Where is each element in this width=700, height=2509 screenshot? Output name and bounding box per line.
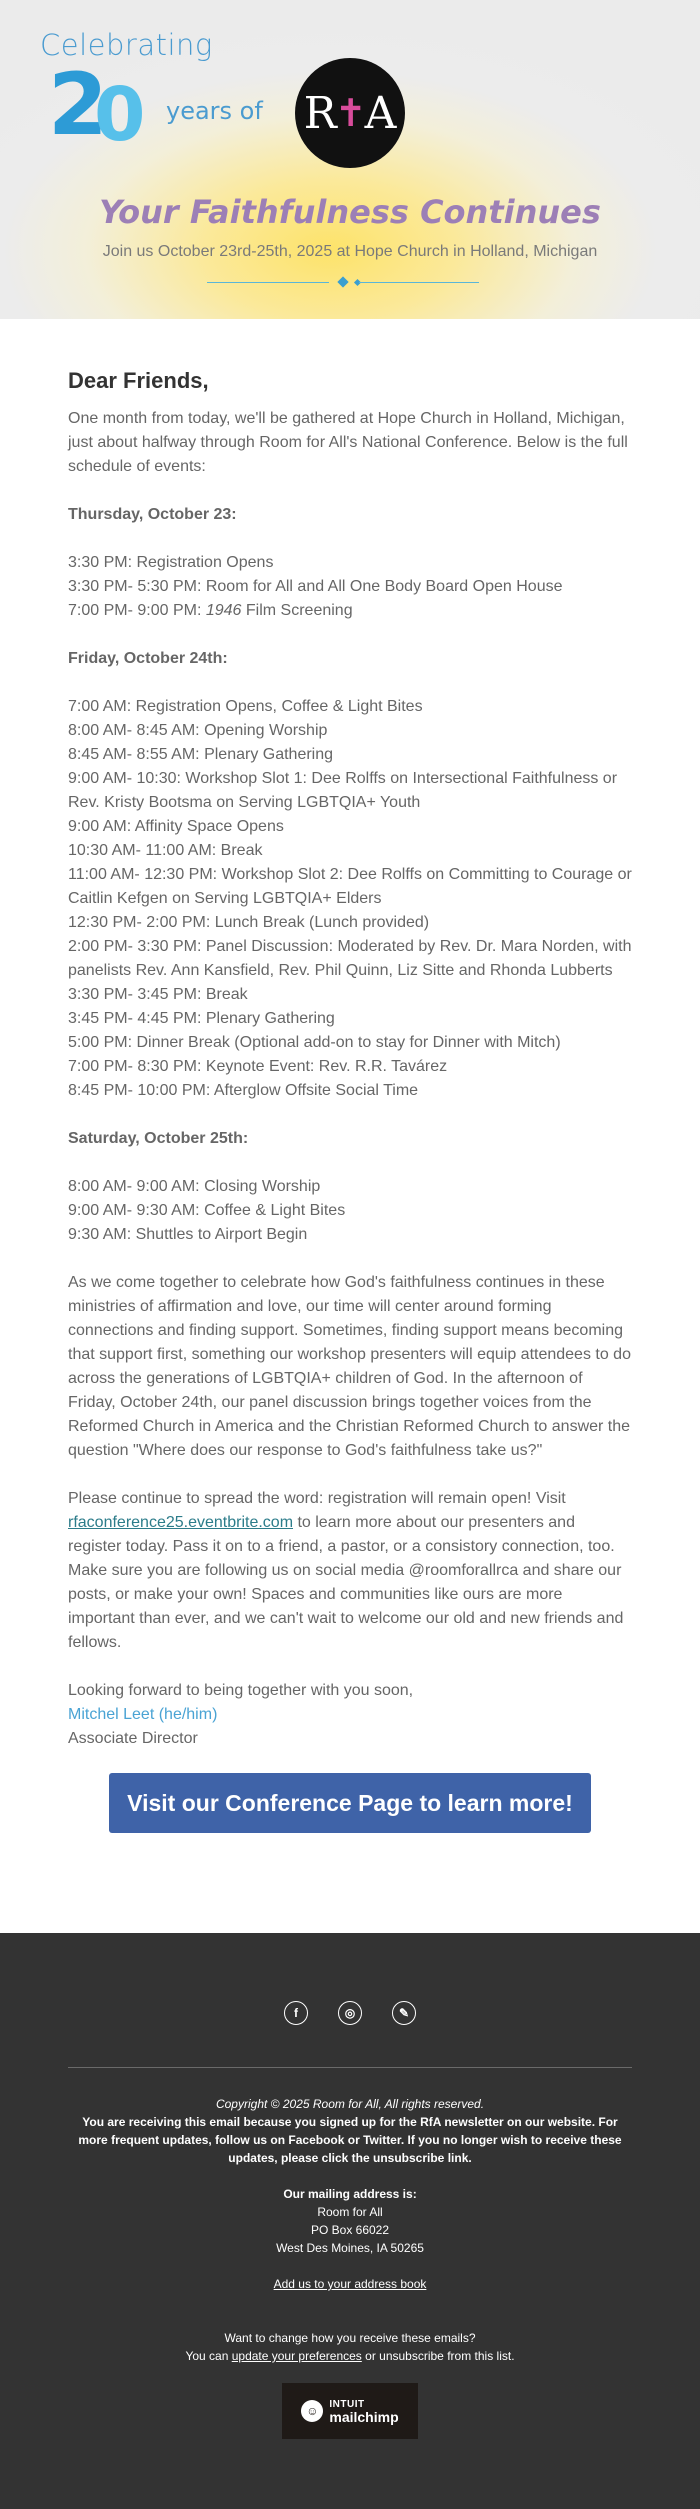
mailchimp-wordmark: mailchimp	[329, 2409, 399, 2425]
film-suffix: Film Screening	[241, 602, 353, 619]
facebook-icon[interactable]: f	[284, 2001, 308, 2025]
social-links	[0, 2001, 700, 2025]
schedule-item: 3:30 PM- 5:30 PM: Room for All and All One Body Board Open House	[68, 578, 563, 595]
rfa-logo	[295, 58, 405, 168]
schedule-item	[68, 599, 632, 623]
schedule-item: 9:00 AM- 9:30 AM: Coffee & Light Bites	[68, 1202, 346, 1219]
footer-info	[68, 2095, 632, 2365]
logo-letter-r: R	[303, 87, 337, 139]
schedule-item: 9:00 AM: Affinity Space Opens	[68, 818, 284, 835]
schedule-item: 8:00 AM- 8:45 AM: Opening Worship	[68, 722, 328, 739]
schedule-item: 8:45 PM- 10:00 PM: Afterglow Offsite Social Time	[68, 1082, 419, 1099]
mailchimp-intuit: INTUIT	[329, 2399, 365, 2410]
schedule-item: 8:45 AM- 8:55 AM: Plenary Gathering	[68, 746, 334, 763]
schedule-item: 3:30 PM: Registration Opens	[68, 554, 274, 571]
thursday-schedule	[68, 551, 632, 623]
schedule-item: 5:00 PM: Dinner Break (Optional add-on to stay for Dinner with Mitch)	[68, 1034, 561, 1051]
logo-letter-a: A	[364, 87, 397, 139]
mailing-org: Room for All	[317, 2205, 383, 2219]
cta-section	[68, 1751, 632, 1933]
schedule-item: 2:00 PM- 3:30 PM: Panel Discussion: Moderated by Rev. Dr. Mara Norden, with panelists Rev. Ann Kansfield, Rev. Phil Quinn, Liz Sitte and Rhonda Lubberts	[68, 938, 632, 979]
registration-paragraph	[68, 1487, 632, 1655]
schedule-item: 11:00 AM- 12:30 PM: Workshop Slot 2: Dee Rolffs on Committing to Courage or Caitlin Kefgen on Serving LGBTQIA+ Elders	[68, 866, 632, 907]
friday-heading: Friday, October 24th:	[68, 650, 228, 667]
mailchimp-icon: ☺	[301, 2400, 323, 2422]
film-title: 1946	[205, 602, 242, 619]
conference-page-button[interactable]: Visit our Conference Page to learn more!	[109, 1773, 591, 1833]
mailing-po-box: PO Box 66022	[310, 2223, 390, 2237]
signer-name: Mitchel Leet (he/him)	[68, 1706, 218, 1723]
schedule-item: 12:30 PM- 2:00 PM: Lunch Break (Lunch provided)	[68, 914, 430, 931]
footer	[0, 1933, 700, 2509]
saturday-schedule	[68, 1175, 632, 1247]
schedule-item: 3:30 PM- 3:45 PM: Break	[68, 986, 248, 1003]
reflection-paragraph: As we come together to celebrate how God's faithfulness continues in these ministries of affirmation and love, our time will center around forming connections and finding support. Sometimes, finding support means becoming that support first, something our workshop presenters will equip attendees to do across the generations of LGBTQIA+ children of God. In the afternoon of Friday, October 24th, our panel discussion brings together voices from the Reformed Church in America and the Christian Reformed Church to answer the question "Where does our response to God's faithfulness take us?"	[68, 1274, 631, 1459]
schedule-item: 3:45 PM- 4:45 PM: Plenary Gathering	[68, 1010, 335, 1027]
preferences-question: Want to change how you receive these emails?	[224, 2331, 476, 2345]
schedule-item: 10:30 AM- 11:00 AM: Break	[68, 842, 263, 859]
cross-icon: ✝	[334, 91, 367, 135]
footer-divider	[68, 2067, 632, 2068]
copyright: Copyright © 2025 Room for All, All rights reserved.	[215, 2097, 485, 2111]
mailing-city: West Des Moines, IA 50265	[276, 2241, 424, 2255]
registration-text-end: to learn more about our presenters and register today. Pass it on to a friend, a pastor, or a consistory connection, too. Make sure you are following us on social media @roomforallrca and share our posts, or make your own! Spaces and communities like ours are more important than ever, and we can't wait to welcome our old and new friends and fellows.	[68, 1514, 624, 1651]
thursday-heading: Thursday, October 23:	[68, 506, 237, 523]
mailing-address-label: Our mailing address is:	[283, 2187, 417, 2201]
schedule-item: 7:00 PM- 8:30 PM: Keynote Event: Rev. R.R. Tavárez	[68, 1058, 448, 1075]
film-time: 7:00 PM- 9:00 PM:	[68, 602, 206, 619]
address-book-link[interactable]: Add us to your address book	[273, 2277, 427, 2291]
hero-banner	[0, 0, 700, 319]
schedule-item: 8:00 AM- 9:00 AM: Closing Worship	[68, 1178, 321, 1195]
closing-line: Looking forward to being together with you soon,	[68, 1682, 414, 1699]
signer-title: Associate Director	[68, 1730, 198, 1747]
conference-theme: Your Faithfulness Continues	[99, 193, 601, 231]
schedule-item: 9:00 AM- 10:30: Workshop Slot 1: Dee Rolffs on Intersectional Faithfulness or Rev. Kristy Bootsma on Serving LGBTQIA+ Youth	[68, 770, 618, 811]
schedule-item: 9:30 AM: Shuttles to Airport Begin	[68, 1226, 308, 1243]
registration-text-start: Please continue to spread the word: registration will remain open! Visit	[68, 1490, 566, 1507]
intro-paragraph: One month from today, we'll be gathered at Hope Church in Holland, Michigan, just about halfway through Room for All's National Conference. Below is the full schedule of events:	[68, 410, 628, 475]
website-icon[interactable]: ✎	[392, 2001, 416, 2025]
years-of-text: years of	[166, 97, 263, 125]
mailchimp-badge[interactable]	[282, 2383, 418, 2439]
anniversary-digit-zero: 0	[94, 72, 146, 158]
preferences-line: You can update your preferences or unsubscribe from this list.	[185, 2349, 515, 2363]
schedule-item: 7:00 AM: Registration Opens, Coffee & Light Bites	[68, 698, 423, 715]
conference-dates: Join us October 23rd-25th, 2025 at Hope Church in Holland, Michigan	[102, 243, 598, 260]
friday-schedule	[68, 695, 632, 1103]
update-preferences-link[interactable]: update your preferences	[231, 2349, 362, 2363]
subscription-notice: You are receiving this email because you signed up for the RfA newsletter on our website. For more frequent updates, follow us on Facebook or Twitter. If you no longer wish to receive these updates, please click the unsubscribe link.	[78, 2115, 622, 2165]
decorative-divider	[207, 277, 479, 289]
anniversary-digit-two: 2	[48, 55, 108, 155]
email-body	[0, 319, 700, 1933]
saturday-heading: Saturday, October 25th:	[68, 1130, 249, 1147]
celebrating-text: Celebrating	[40, 28, 213, 62]
instagram-icon[interactable]: ◎	[338, 2001, 362, 2025]
eventbrite-link[interactable]: rfaconference25.eventbrite.com	[68, 1514, 294, 1531]
greeting: Dear Friends,	[68, 368, 209, 393]
